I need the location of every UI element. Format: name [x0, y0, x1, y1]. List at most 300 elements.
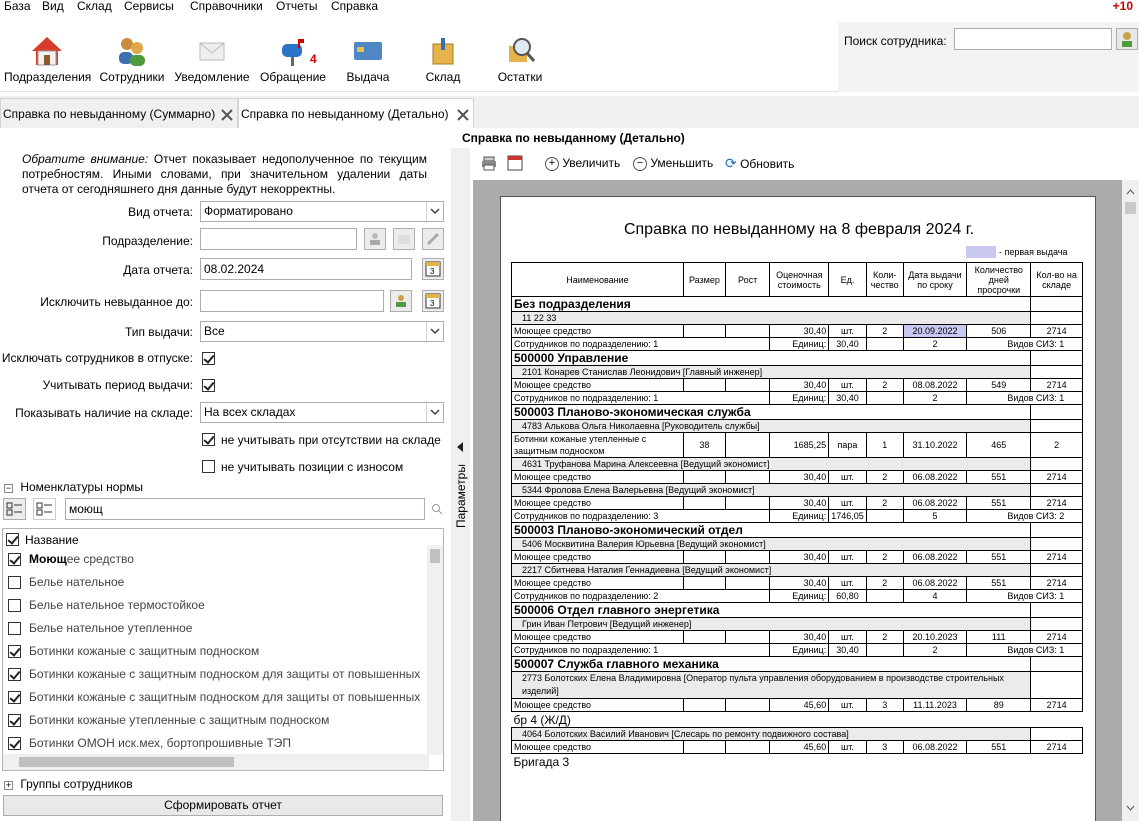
- division-cell: [1031, 351, 1083, 366]
- user-search-icon: [1117, 29, 1137, 49]
- list-icon: [34, 499, 55, 519]
- subtotal-employees: Сотрудников по подразделению: 1: [512, 644, 770, 657]
- menu-servisy[interactable]: Сервисы: [124, 0, 174, 13]
- item-label: ее средство: [66, 552, 134, 566]
- table-row: [512, 471, 1083, 484]
- table-cell: 20.10.2023: [903, 631, 967, 644]
- search-icon[interactable]: [431, 503, 443, 515]
- calendar-icon: [423, 291, 443, 311]
- employee-row: [512, 366, 1083, 379]
- stock-label: Показывать наличие на складе:: [15, 406, 193, 420]
- groups-header-label: Группы сотрудников: [20, 777, 133, 791]
- table-cell: шт.: [829, 699, 867, 712]
- col-due-date: Дата выдачи по сроку: [903, 263, 967, 297]
- division-cell: [1031, 297, 1083, 312]
- tab-detailed[interactable]: [238, 98, 474, 128]
- division-cell: [1031, 523, 1083, 538]
- report-toolbar: [473, 150, 1139, 176]
- employee-name: 4064 Болотских Василий Иванович [Слесарь по ремонту подвижного состава]: [512, 728, 1031, 741]
- chevron-down-icon: [426, 403, 443, 422]
- item-checkbox[interactable]: [8, 668, 21, 681]
- table-cell: [725, 741, 770, 754]
- first-issue-legend-swatch: [966, 246, 996, 258]
- table-cell: 38: [683, 433, 725, 458]
- employee-name: 2101 Конарев Станислав Леонидович [Главный инженер]: [512, 366, 1031, 379]
- employee-cell: [1031, 484, 1083, 497]
- employee-row: [512, 618, 1083, 631]
- tab-detailed-label: Справка по невыданному (Детально): [241, 107, 449, 121]
- table-row: [512, 699, 1083, 712]
- table-cell: 2: [866, 631, 903, 644]
- list-item[interactable]: [3, 617, 428, 640]
- notifications-badge[interactable]: +10: [1112, 0, 1133, 13]
- table-cell: шт.: [829, 379, 867, 392]
- report-page: [500, 196, 1096, 821]
- subtotal-units-label: Единиц:: [770, 392, 829, 405]
- parameters-label: Параметры: [454, 464, 468, 528]
- division-name: 500003 Планово-экономическая служба: [512, 405, 1031, 420]
- division-name: Без подразделения: [512, 297, 1031, 312]
- users-icon: [115, 34, 149, 68]
- table-cell: 31.10.2022: [903, 433, 967, 458]
- employee-name: 4783 Алькова Ольга Николаевна [Руководитель службы]: [512, 420, 1031, 433]
- main-toolbar: [0, 22, 838, 92]
- division-name: 500000 Управление: [512, 351, 1031, 366]
- division-pick-button[interactable]: [364, 228, 386, 250]
- list-item[interactable]: [3, 732, 428, 755]
- report-date-input[interactable]: 08.02.2024: [200, 258, 412, 280]
- employee-row: [512, 728, 1083, 741]
- report-type-value: Форматировано: [204, 204, 293, 218]
- table-cell: 551: [967, 471, 1031, 484]
- period-checkbox[interactable]: [202, 379, 215, 392]
- subtotal-gap: [866, 644, 903, 657]
- table-row: [512, 379, 1083, 392]
- division-cell: [1031, 405, 1083, 420]
- division-label: Подразделение:: [102, 234, 193, 248]
- subtotal-units-label: Единиц:: [770, 338, 829, 351]
- table-cell: 551: [967, 577, 1031, 590]
- chevron-down-icon: [426, 322, 443, 341]
- employee-name: Грин Иван Петрович [Ведущий инженер]: [512, 618, 1031, 631]
- issue-button[interactable]: [335, 34, 401, 90]
- table-cell: Моющее средство: [512, 699, 684, 712]
- report-vertical-scrollbar[interactable]: [1122, 180, 1139, 821]
- employee-row: [512, 484, 1083, 497]
- zoom-out-icon: −: [633, 157, 647, 171]
- exclude-label: Исключить невыданное до:: [40, 295, 193, 309]
- search-employee-button[interactable]: [1116, 28, 1138, 50]
- employee-name: 2217 Сбитнева Наталия Геннадиевна [Ведущий экономист]: [512, 564, 1031, 577]
- subtotal-employees: Сотрудников по подразделению: 3: [512, 510, 770, 523]
- remains-button[interactable]: [487, 34, 553, 90]
- collapse-arrow-icon[interactable]: [456, 442, 464, 452]
- envelope-icon: [195, 34, 229, 68]
- subtotal-types: Видов СИЗ: 1: [967, 590, 1083, 603]
- employee-row: [512, 420, 1083, 433]
- employee-cell: [1031, 538, 1083, 551]
- calendar-icon: [423, 259, 443, 279]
- table-cell: [725, 433, 770, 458]
- table-cell: 551: [967, 551, 1031, 564]
- notification-label: Уведомление: [174, 70, 250, 84]
- nomenclature-list: [2, 528, 444, 771]
- vacation-checkbox[interactable]: [202, 352, 215, 365]
- item-checkbox[interactable]: [8, 599, 21, 612]
- table-cell: 06.08.2022: [903, 577, 967, 590]
- employee-name: 4631 Труфанова Марина Алексеевна [Ведущий экономист]: [512, 458, 1031, 471]
- employee-cell: [1031, 728, 1083, 741]
- subtotal-employees: Сотрудников по подразделению: 2: [512, 590, 770, 603]
- menu-spravochniki[interactable]: Справочники: [190, 0, 263, 13]
- employee-search-input[interactable]: [954, 28, 1112, 50]
- subtotal-types: Видов СИЗ: 2: [967, 510, 1083, 523]
- table-cell: [683, 741, 725, 754]
- table-cell: 551: [967, 497, 1031, 510]
- report-note: [22, 152, 427, 197]
- report-viewer: [473, 180, 1139, 821]
- menu-otchety[interactable]: Отчеты: [276, 0, 318, 13]
- list-item[interactable]: [3, 640, 428, 663]
- item-label: Белье нательное утепленное: [29, 621, 193, 635]
- table-cell: 2: [866, 577, 903, 590]
- issue-type-label: Тип выдачи:: [124, 325, 193, 339]
- report-date-label: Дата отчета:: [123, 263, 193, 277]
- list-horizontal-scrollbar[interactable]: [3, 754, 429, 770]
- table-cell: [683, 325, 725, 338]
- subtotal-row: [512, 644, 1083, 657]
- table-cell: [683, 699, 725, 712]
- table-row: [512, 577, 1083, 590]
- col-stock: Кол-во на складе: [1031, 263, 1083, 297]
- list-item[interactable]: [3, 594, 428, 617]
- table-cell: [683, 551, 725, 564]
- table-cell: Ботинки кожаные утепленные с защитным подноском: [512, 433, 684, 458]
- subtotal-qty: 5: [903, 510, 967, 523]
- employee-cell: [1031, 672, 1083, 699]
- employee-cell: [1031, 564, 1083, 577]
- exclude-input[interactable]: [200, 290, 384, 312]
- item-label: Ботинки ОМОН иск.мех, бортопрошивные ТЭП: [29, 736, 292, 750]
- list-item[interactable]: [3, 709, 428, 732]
- report-date-calendar-button[interactable]: [422, 258, 444, 280]
- item-label: Ботинки кожаные с защитным подноском для защиты от повышенных: [29, 667, 421, 681]
- deselect-all-button[interactable]: [33, 498, 56, 520]
- pencil-icon: [423, 229, 443, 249]
- box-icon: [426, 34, 460, 68]
- search-label: Поиск сотрудника:: [844, 34, 947, 48]
- brigade-name: Бригада 3: [513, 754, 570, 769]
- table-cell: 30,40: [770, 551, 829, 564]
- table-cell: [725, 497, 770, 510]
- employee-cell: [1031, 420, 1083, 433]
- table-cell: 30,40: [770, 631, 829, 644]
- list-vertical-scrollbar[interactable]: [427, 545, 443, 755]
- menu-bar: [0, 0, 1139, 14]
- division-name: 500007 Служба главного механика: [512, 657, 1031, 672]
- table-cell: [683, 379, 725, 392]
- issue-type-value: Все: [204, 324, 225, 338]
- svg-text:3: 3: [430, 299, 435, 308]
- tab-summary-label: Справка по невыданному (Суммарно): [3, 107, 216, 121]
- ignore-wear-checkbox[interactable]: [202, 460, 215, 473]
- subtotal-gap: [866, 338, 903, 351]
- parameters-splitter[interactable]: [451, 148, 470, 821]
- export-icon[interactable]: [507, 155, 523, 171]
- table-cell: Моющее средство: [512, 471, 684, 484]
- table-cell: 45,60: [770, 699, 829, 712]
- stock-value: На всех складах: [204, 405, 296, 419]
- table-cell: [683, 497, 725, 510]
- employee-row: [512, 458, 1083, 471]
- subtotal-cost: 30,40: [829, 392, 867, 405]
- item-label: Белье нательное термостойкое: [29, 598, 205, 612]
- table-cell: 89: [967, 699, 1031, 712]
- division-cell: [1031, 603, 1083, 618]
- employee-name: 5406 Москвитина Валерия Юрьевна [Ведущий экономист]: [512, 538, 1031, 551]
- division-row: [512, 523, 1083, 538]
- table-row: [512, 741, 1083, 754]
- list-header-label: Название: [25, 533, 79, 547]
- report-body: [512, 297, 1083, 770]
- report-panel-title: Справка по невыданному (Детально): [462, 131, 685, 145]
- table-cell: 2714: [1031, 577, 1083, 590]
- table-cell: 30,40: [770, 577, 829, 590]
- table-cell: Моющее средство: [512, 631, 684, 644]
- col-cost: Оценочная стоимость: [770, 263, 829, 297]
- subtotal-types: Видов СИЗ: 1: [967, 338, 1083, 351]
- item-bold: Моющ: [29, 552, 67, 566]
- zoom-in-label: Увеличить: [562, 156, 621, 170]
- item-checkbox[interactable]: [8, 553, 21, 566]
- item-checkbox[interactable]: [8, 645, 21, 658]
- subtotal-qty: 2: [903, 338, 967, 351]
- table-row: [512, 631, 1083, 644]
- table-cell: 06.08.2022: [903, 551, 967, 564]
- table-cell: 06.08.2022: [903, 497, 967, 510]
- item-checkbox[interactable]: [8, 622, 21, 635]
- subtotal-units-label: Единиц:: [770, 590, 829, 603]
- divisions-button[interactable]: [4, 34, 90, 90]
- report-title: Справка по невыданному на 8 февраля 2024 г.: [623, 221, 975, 238]
- table-cell: 3: [866, 741, 903, 754]
- notification-button[interactable]: [172, 34, 252, 90]
- table-cell: 20.09.2022: [903, 325, 967, 338]
- folder-icon: [394, 229, 414, 249]
- remains-label: Остатки: [497, 70, 543, 84]
- nomenclature-section-header[interactable]: [4, 480, 143, 494]
- zoom-out-button[interactable]: [633, 153, 713, 173]
- division-row: [512, 657, 1083, 672]
- select-all-button[interactable]: [3, 498, 26, 520]
- table-cell: шт.: [829, 577, 867, 590]
- item-checkbox[interactable]: [8, 691, 21, 704]
- table-cell: 2: [866, 471, 903, 484]
- close-icon[interactable]: [221, 109, 233, 121]
- subtotal-units-label: Единиц:: [770, 644, 829, 657]
- table-cell: 2714: [1031, 551, 1083, 564]
- subtotal-qty: 4: [903, 590, 967, 603]
- table-cell: 30,40: [770, 471, 829, 484]
- table-cell: [725, 551, 770, 564]
- col-height: Рост: [725, 263, 770, 297]
- menu-vid[interactable]: Вид: [42, 0, 64, 13]
- subtotal-units-label: Единиц:: [770, 510, 829, 523]
- appeal-label: Обращение: [260, 70, 326, 84]
- note-text: Отчет показывает недополученное по текущим потребностям. Иными словами, при значительном удалении даты отчета от сегодняшнего дня данные будут некорректны.: [22, 152, 427, 196]
- menu-sklad[interactable]: Склад: [77, 0, 112, 13]
- groups-section-header[interactable]: [4, 777, 133, 791]
- print-icon[interactable]: [481, 155, 497, 171]
- list-item[interactable]: [3, 663, 428, 686]
- scroll-down-icon[interactable]: [1125, 802, 1136, 812]
- employee-name: 2773 Болотских Елена Владимировна [Оператор пульта управления оборудованием в производстве строительных изделий]: [512, 672, 1031, 699]
- refresh-icon: ⟳: [725, 155, 737, 171]
- employees-label: Сотрудники: [99, 70, 165, 84]
- col-name: Наименование: [512, 263, 684, 297]
- table-cell: 2714: [1031, 497, 1083, 510]
- tab-strip: [0, 96, 1139, 128]
- table-row: [512, 433, 1083, 458]
- table-cell: шт.: [829, 497, 867, 510]
- select-all-checkbox[interactable]: [6, 533, 19, 546]
- zoom-in-button[interactable]: [545, 153, 620, 173]
- table-cell: Моющее средство: [512, 497, 684, 510]
- subtotal-qty: 2: [903, 644, 967, 657]
- table-cell: [725, 699, 770, 712]
- table-cell: шт.: [829, 325, 867, 338]
- table-row: [512, 497, 1083, 510]
- employee-name: 11 22 33: [512, 312, 1031, 325]
- scroll-up-icon[interactable]: [1125, 186, 1136, 196]
- nomenclature-filter-input[interactable]: моющ: [65, 498, 425, 520]
- employee-name: 5344 Фролова Елена Валерьевна [Ведущий экономист]: [512, 484, 1031, 497]
- list-item[interactable]: [3, 571, 428, 594]
- table-cell: [725, 325, 770, 338]
- exclude-clear-button[interactable]: [390, 290, 412, 312]
- zoom-in-icon: +: [545, 157, 559, 171]
- table-cell: Моющее средство: [512, 379, 684, 392]
- menu-spravka[interactable]: Справка: [331, 0, 379, 13]
- period-label: Учитывать период выдачи:: [42, 378, 193, 392]
- employees-button[interactable]: [97, 34, 167, 90]
- table-cell: 30,40: [770, 379, 829, 392]
- table-cell: 06.08.2022: [903, 471, 967, 484]
- ignore-absent-checkbox[interactable]: [202, 433, 215, 446]
- table-cell: 549: [967, 379, 1031, 392]
- item-checkbox[interactable]: [8, 714, 21, 727]
- employee-row: [512, 564, 1083, 577]
- report-header-row: [512, 263, 1083, 297]
- subtotal-employees: Сотрудников по подразделению: 1: [512, 338, 770, 351]
- subtotal-gap: [866, 510, 903, 523]
- warehouse-button[interactable]: [410, 34, 476, 90]
- employee-cell: [1031, 618, 1083, 631]
- table-cell: 2714: [1031, 325, 1083, 338]
- list-item[interactable]: [3, 548, 428, 571]
- table-cell: [725, 577, 770, 590]
- division-input[interactable]: [200, 228, 357, 250]
- exclude-calendar-button[interactable]: [422, 290, 444, 312]
- close-icon[interactable]: [457, 109, 469, 121]
- refresh-label: Обновить: [740, 157, 795, 171]
- table-cell: 2714: [1031, 741, 1083, 754]
- list-item[interactable]: [3, 686, 428, 709]
- issue-type-select[interactable]: [200, 321, 444, 342]
- table-cell: 2: [866, 379, 903, 392]
- division-row: [512, 405, 1083, 420]
- item-label: Ботинки кожаные утепленные с защитным подноском: [29, 713, 330, 727]
- magnifier-icon: [503, 34, 537, 68]
- table-cell: шт.: [829, 551, 867, 564]
- first-issue-legend-label: - первая выдача: [999, 247, 1068, 257]
- division-row: [512, 351, 1083, 366]
- division-name: 500003 Планово-экономический отдел: [512, 523, 1031, 538]
- appeal-button[interactable]: [257, 34, 329, 90]
- stock-select[interactable]: [200, 402, 444, 423]
- issue-label: Выдача: [346, 70, 390, 84]
- subtotal-cost: 1746,05: [829, 510, 867, 523]
- generate-report-button[interactable]: Сформировать отчет: [3, 795, 443, 816]
- table-cell: 111: [967, 631, 1031, 644]
- subtotal-types: Видов СИЗ: 1: [967, 392, 1083, 405]
- nomenclature-header-label: Номенклатуры нормы: [20, 480, 144, 494]
- division-row: [512, 297, 1083, 312]
- house-icon: [30, 34, 64, 68]
- table-cell: 1685,25: [770, 433, 829, 458]
- employee-row: [512, 538, 1083, 551]
- table-cell: Моющее средство: [512, 325, 684, 338]
- scroll-thumb[interactable]: [1125, 202, 1136, 214]
- subtotal-row: [512, 510, 1083, 523]
- table-cell: 465: [967, 433, 1031, 458]
- brigade-name: бр 4 (Ж/Д): [513, 712, 571, 727]
- table-row: [512, 325, 1083, 338]
- table-cell: Моющее средство: [512, 741, 684, 754]
- table-cell: шт.: [829, 741, 867, 754]
- division-folder-button[interactable]: [393, 228, 415, 250]
- col-size: Размер: [683, 263, 725, 297]
- subtotal-cost: 60,80: [829, 590, 867, 603]
- table-cell: 2: [1031, 433, 1083, 458]
- table-cell: 06.08.2022: [903, 741, 967, 754]
- table-row: [512, 551, 1083, 564]
- subtotal-cost: 30,40: [829, 338, 867, 351]
- employee-cell: [1031, 458, 1083, 471]
- refresh-button[interactable]: [725, 153, 794, 173]
- table-cell: пара: [829, 433, 867, 458]
- table-cell: шт.: [829, 471, 867, 484]
- tab-summary[interactable]: [0, 98, 238, 128]
- table-cell: 11.11.2023: [903, 699, 967, 712]
- report-type-select[interactable]: [200, 201, 444, 222]
- divisions-label: Подразделения: [4, 70, 92, 84]
- table-cell: 45,60: [770, 741, 829, 754]
- table-cell: 08.08.2022: [903, 379, 967, 392]
- menu-baza[interactable]: База: [4, 0, 31, 13]
- item-label: Белье нательное: [29, 575, 125, 589]
- table-cell: 551: [967, 741, 1031, 754]
- division-edit-button[interactable]: [422, 228, 444, 250]
- table-cell: 30,40: [770, 325, 829, 338]
- col-overdue-days: Количество дней просрочки: [967, 263, 1031, 297]
- division-cell: [1031, 657, 1083, 672]
- item-checkbox[interactable]: [8, 737, 21, 750]
- item-checkbox[interactable]: [8, 576, 21, 589]
- table-cell: [725, 631, 770, 644]
- subtotal-employees: Сотрудников по подразделению: 1: [512, 392, 770, 405]
- table-cell: 3: [866, 699, 903, 712]
